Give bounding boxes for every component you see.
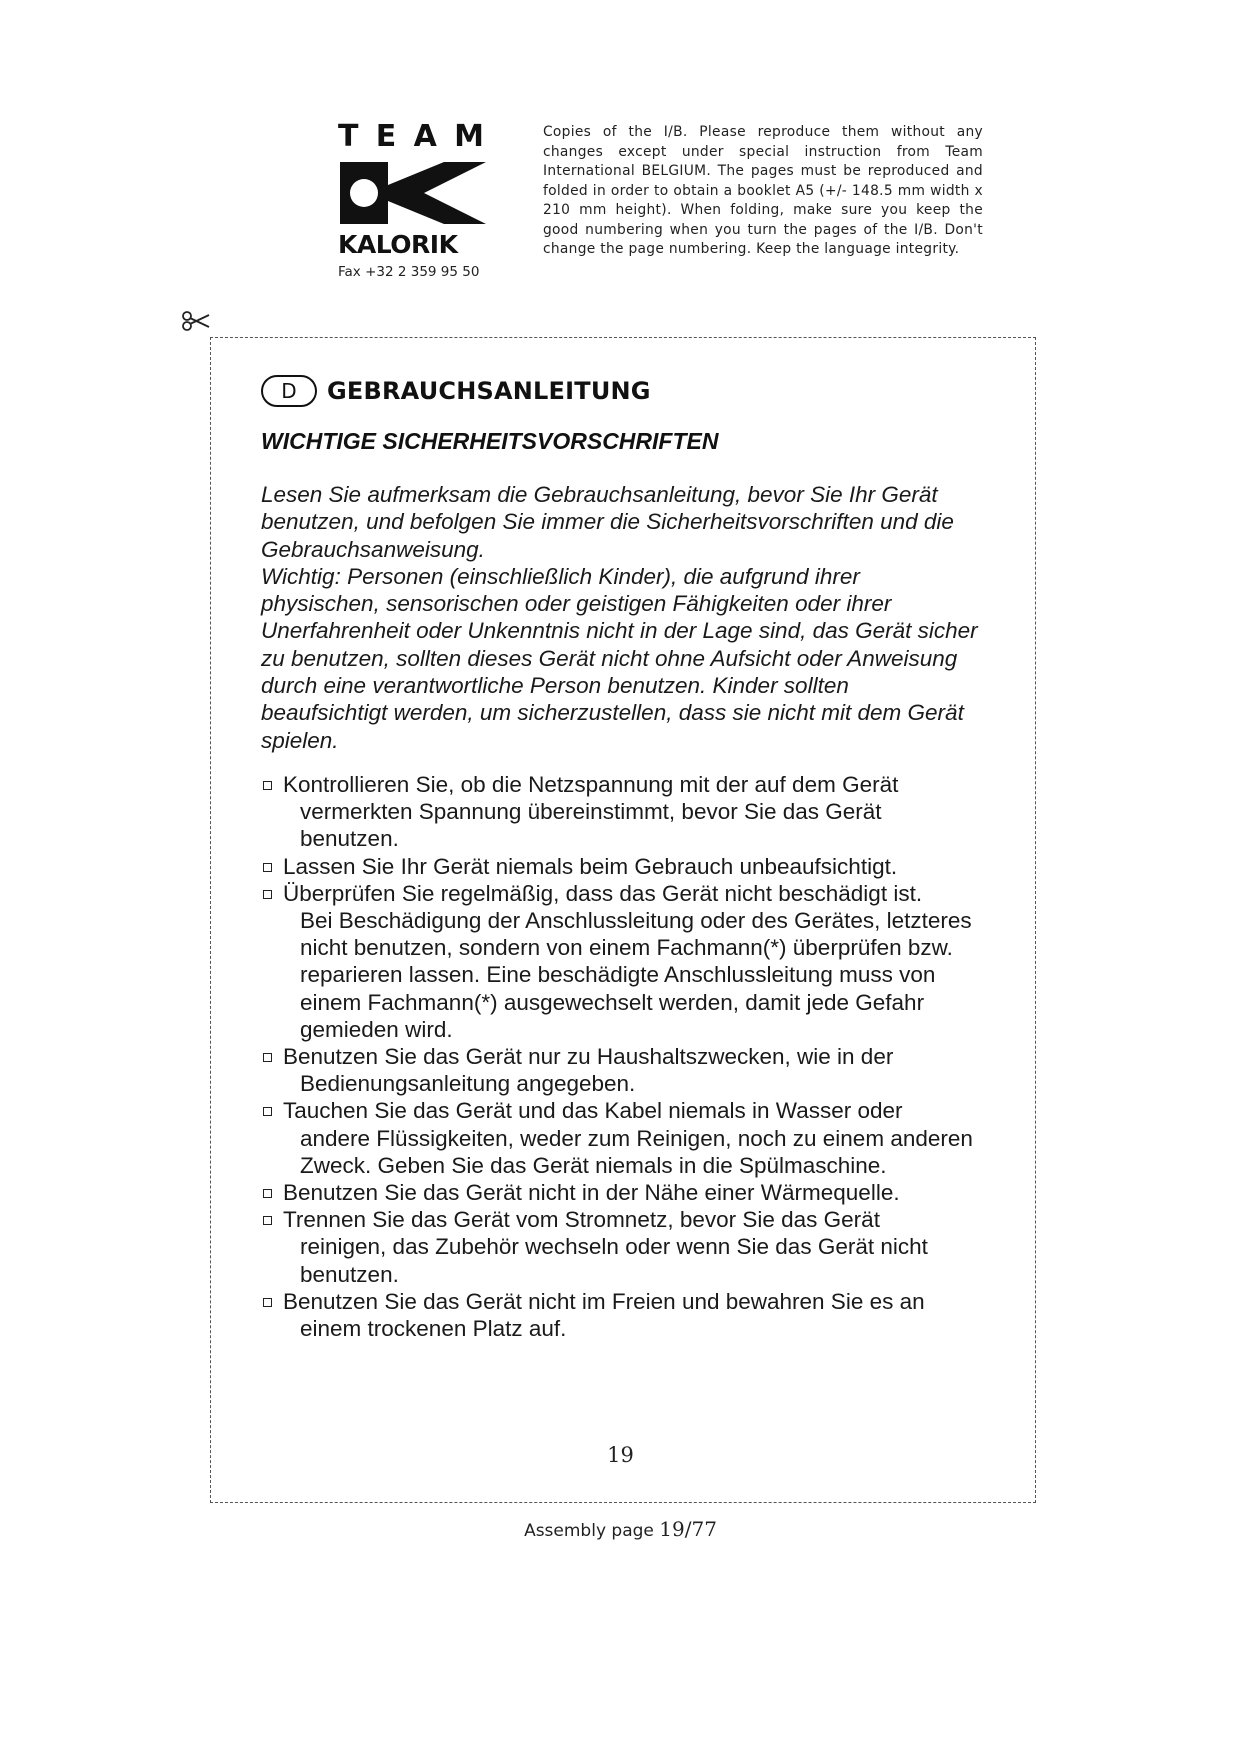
safety-list (261, 771, 981, 1342)
booklet-page-number: 19 (607, 1443, 634, 1467)
safety-subtitle: WICHTIGE SICHERHEITSVORSCHRIFTEN (261, 428, 719, 454)
scissors-icon (181, 310, 211, 332)
checkbox-bullet-icon (263, 781, 272, 790)
list-item: Benutzen Sie das Gerät nur zu Haushaltszwecken, wie in der Bedienungsanleitung angegeben. (261, 1043, 981, 1097)
checkbox-bullet-icon (263, 1189, 272, 1198)
kalorik-logo-mark-icon (340, 162, 486, 224)
list-item: Trennen Sie das Gerät vom Stromnetz, bevor Sie das Gerät reinigen, das Zubehör wechseln oder wenn Sie das Gerät nicht benutzen. (261, 1206, 981, 1288)
intro-text (261, 481, 981, 754)
checkbox-bullet-icon (263, 1298, 272, 1307)
assembly-label: Assembly page (524, 1521, 654, 1541)
list-item: Überprüfen Sie regelmäßig, dass das Gerät nicht beschädigt ist. Bei Beschädigung der Anschlussleitung oder des Gerätes, letzteres nicht benutzen, sondern von einem Fachmann(*) überprüfen bzw. reparieren lassen. Eine beschädigte Anschlussleitung muss von einem Fachmann(*) ausgewechselt werden, damit jede Gefahr gemieden wird. (261, 880, 981, 1043)
checkbox-bullet-icon (263, 1107, 272, 1116)
list-item: Lassen Sie Ihr Gerät niemals beim Gebrauch unbeaufsichtigt. (261, 853, 981, 880)
checkbox-bullet-icon (263, 863, 272, 872)
copy-instructions: Copies of the I/B. Please reproduce them without any changes except under special instruction from Team International BELGIUM. The pages must be reproduced and folded in order to obtain a booklet A5 (+/- 148.5 mm width x 210 mm height). When folding, make sure you keep the good numbering when you turn the pages of the I/B. Don't change the page numbering. Keep the language integrity. (543, 124, 983, 257)
list-item: Benutzen Sie das Gerät nicht im Freien und bewahren Sie es an einem trockenen Platz auf. (261, 1288, 981, 1342)
checkbox-bullet-icon (263, 1053, 272, 1062)
list-item: Tauchen Sie das Gerät und das Kabel niemals in Wasser oder andere Flüssigkeiten, weder zum Reinigen, noch zu einem anderen Zweck. Geben Sie das Gerät niemals in die Spülmaschine. (261, 1097, 981, 1179)
team-kalorik-logo (338, 119, 488, 259)
intro-warning: Wichtig: Personen (einschließlich Kinder), die aufgrund ihrer physischen, sensorischen oder geistigen Fähigkeiten oder ihrer Unerfahrenheit oder Unkenntnis nicht in der Lage sind, das Gerät sicher zu benutzen, sollten dieses Gerät nicht ohne Aufsicht oder Anweisung durch eine verantwortliche Person benutzen. Kinder sollten beaufsichtigt werden, um sicherzustellen, dass sie nicht mit dem Gerät spielen. (261, 563, 978, 753)
logo-team-text: T E A M (338, 119, 484, 154)
page-title: GEBRAUCHSANLEITUNG (327, 377, 651, 405)
checkbox-bullet-icon (263, 890, 272, 899)
section-heading (261, 375, 651, 407)
assembly-number: 19/77 (659, 1517, 717, 1541)
list-item: Kontrollieren Sie, ob die Netzspannung mit der auf dem Gerät vermerkten Spannung übereinstimmt, bevor Sie das Gerät benutzen. (261, 771, 981, 853)
logo-brand-text: KALORIK (338, 230, 458, 259)
checkbox-bullet-icon (263, 1216, 272, 1225)
assembly-page-footer (0, 1517, 1241, 1541)
list-item: Benutzen Sie das Gerät nicht in der Nähe einer Wärmequelle. (261, 1179, 981, 1206)
intro-paragraph: Lesen Sie aufmerksam die Gebrauchsanleitung, bevor Sie Ihr Gerät benutzen, und befolgen Sie immer die Sicherheitsvorschriften und die Gebrauchsanweisung. (261, 482, 954, 562)
fax-number: Fax +32 2 359 95 50 (338, 264, 480, 280)
language-badge: D (261, 375, 317, 407)
